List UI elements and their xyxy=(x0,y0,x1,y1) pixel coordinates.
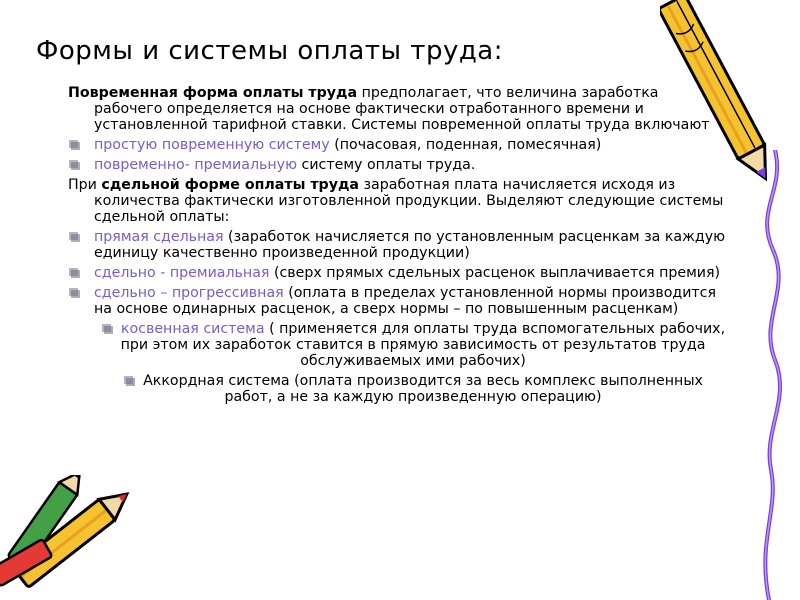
paragraph-piece-wage xyxy=(68,177,728,225)
list-item xyxy=(68,285,728,317)
list-item xyxy=(68,265,728,281)
paragraph-text: При xyxy=(68,177,102,193)
content-body xyxy=(68,85,728,409)
pencils-icon xyxy=(0,475,130,600)
list-item-text: Аккордная система (оплата производится за весь комплекс выполненных работ, а не за каждую произведенную операцию) xyxy=(143,373,703,405)
term-direct-piece: прямая сдельная xyxy=(94,229,224,245)
term-time-wage: Повременная форма оплаты труда xyxy=(68,85,358,101)
list-item-text: (оплата в пределах установленной нормы производится на основе одинарных расценок, а сверх нормы – по повышенным расценкам) xyxy=(94,285,717,317)
list-item xyxy=(68,157,728,173)
list-item-text: ( применяется для оплаты труда вспомогательных рабочих, при этом их заработок ставится в прямую зависимость от результатов труда обслуживаемых ими рабочих) xyxy=(120,321,726,369)
paragraph-text: предполагает, что величина заработка рабочего определяется на основе фактически отработанного времени и установленной тарифной ставки. Системы повременной оплаты труда включают xyxy=(94,85,710,133)
list-item-text: систему оплаты труда. xyxy=(297,157,476,173)
bullet-square-icon xyxy=(68,139,80,150)
list-item-text: (почасовая, поденная, помесячная) xyxy=(329,137,602,153)
list-item-text: (заработок начисляется по установленным расценкам за каждую единицу качественно произведенной продукции) xyxy=(94,229,726,261)
bullet-square-icon xyxy=(68,231,80,242)
term-time-bonus: повременно- премиальную xyxy=(94,157,298,173)
term-piece-bonus: сдельно - премиальная xyxy=(94,265,270,281)
bullet-square-icon xyxy=(68,287,80,298)
list-item xyxy=(98,321,728,369)
term-piece-wage: сдельной форме оплаты труда xyxy=(101,177,359,193)
list-item xyxy=(68,137,728,153)
bullet-square-icon xyxy=(68,267,80,278)
paragraph-time-wage xyxy=(68,85,728,133)
list-item xyxy=(68,229,728,261)
bullet-square-icon xyxy=(101,323,113,334)
squiggle-line-icon xyxy=(745,150,800,600)
list-item-text: (сверх прямых сдельных расценок выплачивается премия) xyxy=(269,265,721,281)
bullet-square-icon xyxy=(68,159,80,170)
page-title: Формы и системы оплаты труда: xyxy=(36,36,503,66)
bullet-square-icon xyxy=(123,375,135,386)
term-indirect: косвенная система xyxy=(120,321,265,337)
term-piece-progressive: сдельно – прогрессивная xyxy=(94,285,284,301)
list-item xyxy=(98,373,728,405)
term-simple-time: простую повременную систему xyxy=(94,137,330,153)
paragraph-text: заработная плата начисляется исходя из количества фактически изготовленной продукции. Выделяют следующие системы сдельной оплаты: xyxy=(94,177,724,225)
